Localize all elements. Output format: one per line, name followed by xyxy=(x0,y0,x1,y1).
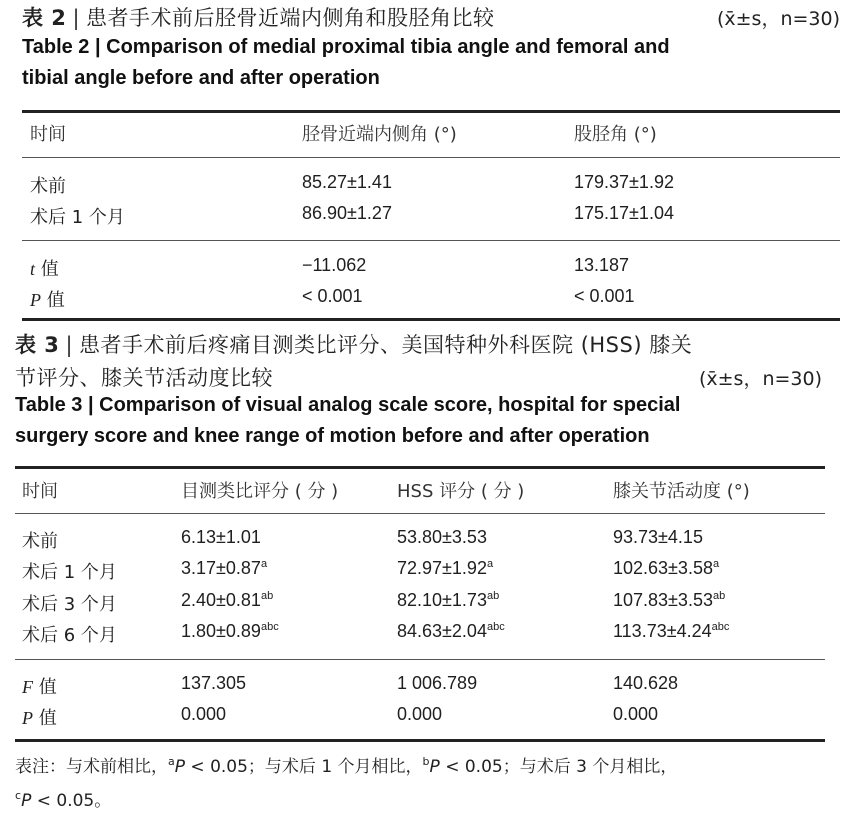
table3-row-label: 术后 6 个月 xyxy=(22,625,117,646)
table3-stat-value: 140.628 xyxy=(613,673,679,693)
table2-cell: 85.27±1.41 xyxy=(302,172,392,192)
table3-note-line1: 表注：与术前相比，$^a$P < 0.05；与术后 1 个月相比，$^b$P < 0.05；与术后 3 个月相比， xyxy=(15,755,678,777)
table2-separator: | xyxy=(72,6,81,30)
table3-row-label: 术后 3 个月 xyxy=(22,594,117,615)
table2-cell: 175.17±1.04 xyxy=(574,203,674,223)
table3-stat-value: 1 006.789 xyxy=(397,673,478,693)
table3-stat-label-f: F 值 xyxy=(22,677,57,698)
table2-header-rule xyxy=(22,157,840,158)
table3-stat-value: 0.000 xyxy=(397,704,443,724)
table2-cn-label: 表 2 xyxy=(22,6,67,30)
table3-header-vas: 目测类比评分 ( 分 ) xyxy=(181,481,339,502)
table3-stats: (x̄±s，n=30) xyxy=(698,368,822,390)
table2-cell: 179.37±1.92 xyxy=(574,172,674,192)
table3-header-hss: HSS 评分 ( 分 ) xyxy=(397,481,525,502)
table3-separator: | xyxy=(65,333,74,357)
table3-cell: 72.97±1.92$^a$ xyxy=(397,558,494,578)
table3-cell: 2.40±0.81$^{ab}$ xyxy=(181,590,274,610)
table3-header-rule xyxy=(15,513,825,514)
table3-bottom-rule xyxy=(15,739,825,742)
table3-cell: 1.80±0.89$^{abc}$ xyxy=(181,621,279,641)
table3-cell: 107.83±3.53$^{ab}$ xyxy=(613,590,726,610)
table2-stat-value: −11.062 xyxy=(302,255,367,275)
table2-stats: (x̄±s，n=30) xyxy=(716,8,840,30)
table3-en-title-line1: Table 3 | Comparison of visual analog scale score, hospital for special xyxy=(15,394,681,416)
table2-cn-title xyxy=(22,2,495,32)
table2-row-label: 术前 xyxy=(30,176,66,197)
table2-header-mpta: 胫骨近端内侧角 (°) xyxy=(302,124,457,145)
table2-stat-rule xyxy=(22,240,840,241)
table3-cn-title-line1: 患者手术前后疼痛目测类比评分、美国特种外科医院 (HSS) 膝关 xyxy=(79,333,693,357)
table3-cell: 6.13±1.01 xyxy=(181,527,261,547)
table3-header-time: 时间 xyxy=(22,481,58,502)
table2-header-fta: 股胫角 (°) xyxy=(574,124,657,145)
table3-cn-title xyxy=(15,329,692,359)
table2-row-label: 术后 1 个月 xyxy=(30,207,125,228)
table3-row-label: 术前 xyxy=(22,531,58,552)
table3-top-rule xyxy=(15,466,825,469)
table3-header-rom: 膝关节活动度 (°) xyxy=(613,481,750,502)
table3-stat-rule xyxy=(15,659,825,660)
table3-cell: 113.73±4.24$^{abc}$ xyxy=(613,621,730,641)
table3-row-label: 术后 1 个月 xyxy=(22,562,117,583)
table2-stat-value: < 0.001 xyxy=(574,286,635,306)
table3-cell: 93.73±4.15 xyxy=(613,527,703,547)
table2-bottom-rule xyxy=(22,318,840,321)
table3-stat-label-p: P 值 xyxy=(22,708,57,729)
table3-stat-value: 137.305 xyxy=(181,673,247,693)
table3-cell: 102.63±3.58$^a$ xyxy=(613,558,720,578)
table2-en-title-line1: Table 2 | Comparison of medial proximal tibia angle and femoral and xyxy=(22,36,670,58)
table2-stat-value: < 0.001 xyxy=(302,286,363,306)
table2-cn-title-text: 患者手术前后胫骨近端内侧角和股胫角比较 xyxy=(86,6,495,30)
table2-en-title-line2: tibial angle before and after operation xyxy=(22,67,380,89)
table2-header-time: 时间 xyxy=(30,124,66,145)
table2-top-rule xyxy=(22,110,840,113)
table3-cell: 53.80±3.53 xyxy=(397,527,487,547)
table3-cell: 82.10±1.73$^{ab}$ xyxy=(397,590,500,610)
table3-stat-value: 0.000 xyxy=(613,704,659,724)
table3-stat-value: 0.000 xyxy=(181,704,227,724)
table3-cn-label: 表 3 xyxy=(15,333,60,357)
table3-cn-title-line2: 节评分、膝关节活动度比较 xyxy=(15,366,273,390)
table3-cell: 84.63±2.04$^{abc}$ xyxy=(397,621,505,641)
table2-stat-label-p: P 值 xyxy=(30,290,65,311)
table3-note-line2: $^c$P < 0.05。 xyxy=(15,789,112,811)
table3-en-title-line2: surgery score and knee range of motion before and after operation xyxy=(15,425,650,447)
table2-stat-value: 13.187 xyxy=(574,255,630,275)
table2-cell: 86.90±1.27 xyxy=(302,203,392,223)
table2-stat-label-t: t 值 xyxy=(30,259,59,280)
table3-cell: 3.17±0.87$^a$ xyxy=(181,558,268,578)
table3-cn-title-line2-wrap xyxy=(15,362,273,392)
